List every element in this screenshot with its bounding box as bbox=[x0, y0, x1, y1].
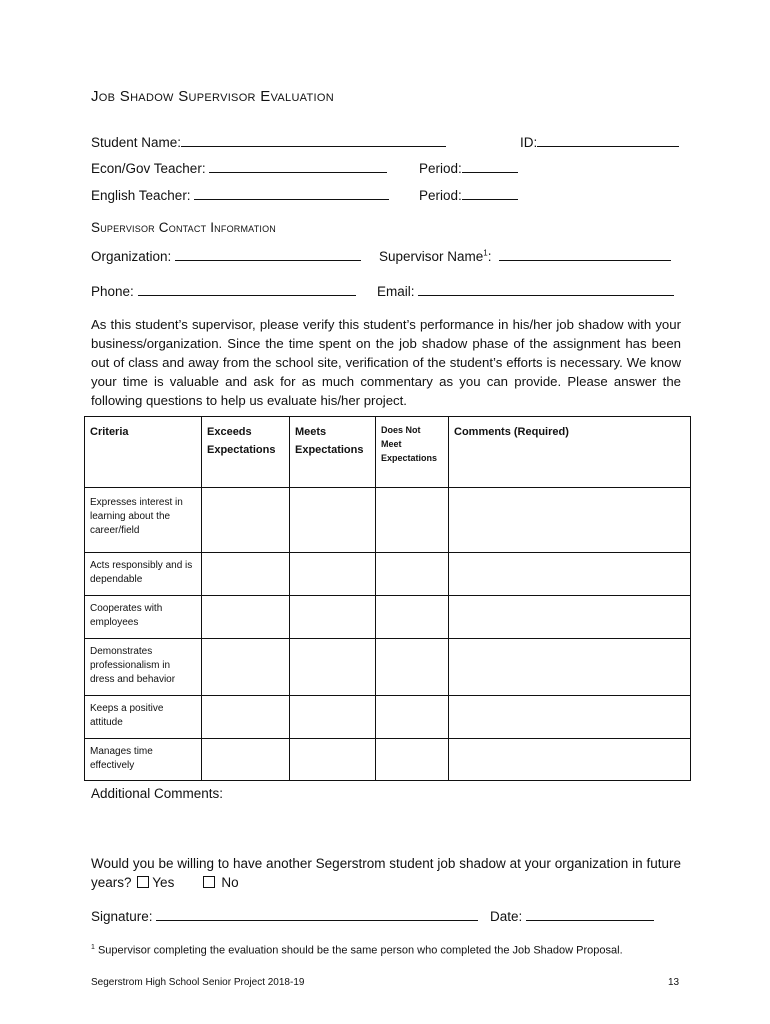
meets-cell[interactable] bbox=[290, 553, 376, 596]
meets-cell[interactable] bbox=[290, 696, 376, 739]
comments-cell[interactable] bbox=[449, 696, 691, 739]
does-not-meet-cell[interactable] bbox=[376, 739, 449, 781]
yes-label: Yes bbox=[152, 875, 175, 890]
yes-checkbox[interactable] bbox=[137, 876, 149, 888]
footnote-number: 1 bbox=[91, 944, 95, 951]
id-label: ID: bbox=[520, 135, 538, 150]
date-row bbox=[490, 906, 654, 924]
organization-label: Organization: bbox=[91, 249, 172, 264]
comments-cell[interactable] bbox=[449, 553, 691, 596]
phone-label: Phone: bbox=[91, 284, 134, 299]
english-teacher-label: English Teacher: bbox=[91, 188, 191, 203]
criteria-label: Acts responsibly and is dependable bbox=[85, 553, 202, 596]
does-not-meet-cell[interactable] bbox=[376, 596, 449, 639]
page-footer: Segerstrom High School Senior Project 2018-19 bbox=[91, 977, 305, 988]
period-field-2[interactable] bbox=[462, 185, 518, 200]
exceeds-cell[interactable] bbox=[202, 488, 290, 553]
period-label-1: Period: bbox=[419, 161, 462, 176]
id-field[interactable] bbox=[537, 132, 679, 147]
criteria-label: Cooperates with employees bbox=[85, 596, 202, 639]
footnote-text: Supervisor completing the evaluation should be the same person who completed the Job Shadow Proposal. bbox=[97, 944, 623, 957]
exceeds-cell[interactable] bbox=[202, 596, 290, 639]
header-criteria: Criteria bbox=[85, 417, 202, 488]
exceeds-cell[interactable] bbox=[202, 696, 290, 739]
evaluation-table bbox=[84, 416, 691, 781]
student-name-label: Student Name: bbox=[91, 135, 182, 150]
meets-cell[interactable] bbox=[290, 639, 376, 696]
additional-comments-label: Additional Comments: bbox=[91, 786, 224, 801]
table-row bbox=[85, 739, 691, 781]
date-label: Date: bbox=[490, 909, 523, 924]
email-field[interactable] bbox=[418, 281, 674, 296]
supervisor-name-row bbox=[379, 246, 671, 264]
supervisor-name-label: Supervisor Name bbox=[379, 249, 484, 264]
signature-label: Signature: bbox=[91, 909, 153, 924]
criteria-label: Keeps a positive attitude bbox=[85, 696, 202, 739]
id-row bbox=[520, 132, 679, 150]
period-label-2: Period: bbox=[419, 188, 462, 203]
header-exceeds: Exceeds Expectations bbox=[202, 417, 290, 488]
table-row bbox=[85, 488, 691, 553]
page-title: Job Shadow Supervisor Evaluation bbox=[91, 88, 334, 105]
table-row bbox=[85, 639, 691, 696]
table-row bbox=[85, 596, 691, 639]
does-not-meet-cell[interactable] bbox=[376, 488, 449, 553]
meets-cell[interactable] bbox=[290, 596, 376, 639]
comments-cell[interactable] bbox=[449, 639, 691, 696]
exceeds-cell[interactable] bbox=[202, 739, 290, 781]
table-row bbox=[85, 696, 691, 739]
header-meets: Meets Expectations bbox=[290, 417, 376, 488]
future-question bbox=[91, 854, 681, 892]
comments-cell[interactable] bbox=[449, 739, 691, 781]
instructions-paragraph: As this student’s supervisor, please verify this student’s performance in his/her job shadow with your business/organization. Since the time spent on the job shadow phase of the assignment has been out of class and away from the school site, verification of the student’s efforts is necessary. We know your time is valuable and ask for as much commentary as you can provide. Please answer the following questions to help us evaluate his/her project. bbox=[91, 317, 681, 408]
signature-field[interactable] bbox=[156, 906, 478, 921]
organization-row bbox=[91, 246, 361, 264]
period-field-1[interactable] bbox=[462, 158, 518, 173]
comments-cell[interactable] bbox=[449, 488, 691, 553]
does-not-meet-cell[interactable] bbox=[376, 553, 449, 596]
criteria-label: Expresses interest in learning about the career/field bbox=[85, 488, 202, 553]
supervisor-section-heading: Supervisor Contact Information bbox=[91, 220, 277, 235]
no-checkbox[interactable] bbox=[203, 876, 215, 888]
phone-field[interactable] bbox=[138, 281, 356, 296]
footnote-marker: 1 bbox=[483, 248, 488, 258]
header-comments: Comments (Required) bbox=[449, 417, 691, 488]
does-not-meet-cell[interactable] bbox=[376, 696, 449, 739]
meets-cell[interactable] bbox=[290, 488, 376, 553]
econ-teacher-label: Econ/Gov Teacher: bbox=[91, 161, 206, 176]
table-header-row bbox=[85, 417, 691, 488]
period-row-1 bbox=[419, 158, 518, 176]
meets-cell[interactable] bbox=[290, 739, 376, 781]
date-field[interactable] bbox=[526, 906, 654, 921]
exceeds-cell[interactable] bbox=[202, 639, 290, 696]
email-row bbox=[377, 281, 674, 299]
supervisor-colon: : bbox=[487, 249, 492, 264]
supervisor-name-field[interactable] bbox=[499, 246, 671, 261]
future-question-text: Would you be willing to have another Segerstrom student job shadow at your organization in future years? bbox=[91, 856, 681, 890]
table-row bbox=[85, 553, 691, 596]
period-row-2 bbox=[419, 185, 518, 203]
signature-row bbox=[91, 906, 478, 924]
english-teacher-row bbox=[91, 185, 389, 203]
page-number: 13 bbox=[668, 977, 680, 988]
econ-teacher-row bbox=[91, 158, 387, 176]
organization-field[interactable] bbox=[175, 246, 361, 261]
email-label: Email: bbox=[377, 284, 415, 299]
does-not-meet-cell[interactable] bbox=[376, 639, 449, 696]
no-label: No bbox=[221, 875, 239, 890]
criteria-label: Demonstrates professionalism in dress and behavior bbox=[85, 639, 202, 696]
comments-cell[interactable] bbox=[449, 596, 691, 639]
student-name-field[interactable] bbox=[181, 132, 446, 147]
exceeds-cell[interactable] bbox=[202, 553, 290, 596]
footnote bbox=[91, 944, 623, 957]
phone-row bbox=[91, 281, 356, 299]
econ-teacher-field[interactable] bbox=[209, 158, 387, 173]
criteria-label: Manages time effectively bbox=[85, 739, 202, 781]
english-teacher-field[interactable] bbox=[194, 185, 389, 200]
header-does-not-meet: Does Not Meet Expectations bbox=[376, 417, 449, 488]
student-name-row bbox=[91, 132, 446, 150]
